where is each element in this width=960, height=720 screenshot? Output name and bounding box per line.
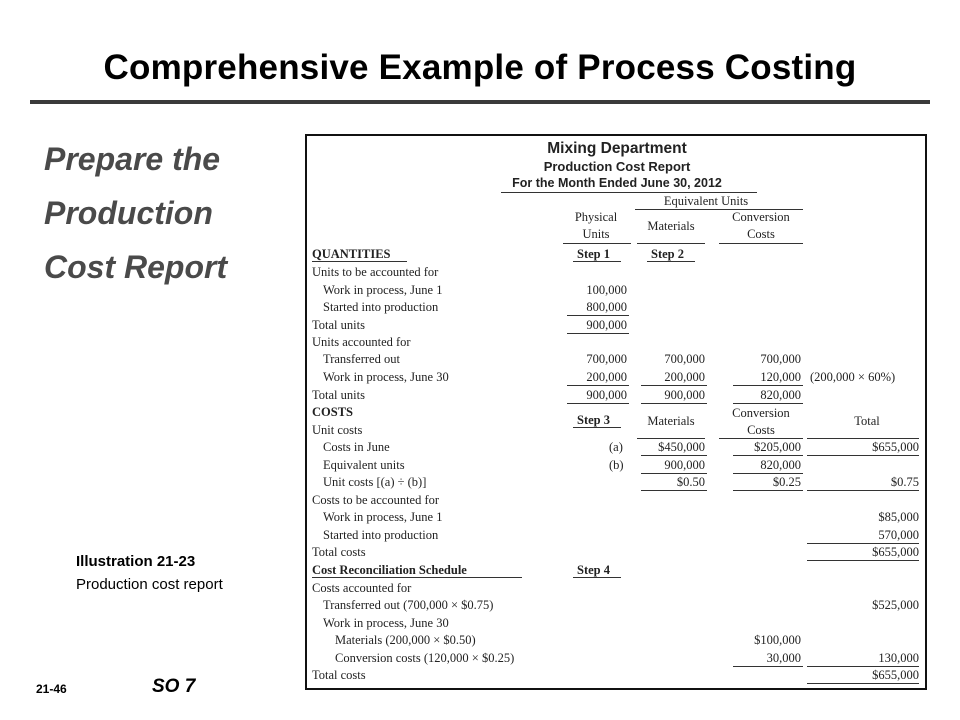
total-units-physical: 900,000 — [586, 318, 627, 332]
report-title: Production Cost Report — [543, 159, 691, 174]
step3-label: Step 3 — [577, 413, 610, 427]
unit-costs-conversion: $0.25 — [772, 475, 801, 489]
report-department: Mixing Department — [547, 140, 687, 157]
wip-june30-conversion: 120,000 — [760, 370, 801, 384]
transferred-physical: 700,000 — [586, 352, 627, 366]
step1-underline — [573, 261, 621, 262]
cij-materials-underline — [641, 455, 707, 456]
col-materials: Materials — [647, 219, 695, 233]
costs-started-underline — [807, 543, 919, 544]
costs-col-conversion-1: Conversion — [732, 406, 790, 420]
heading-line-3: Cost Report — [44, 249, 228, 285]
conversion-underline — [719, 243, 803, 244]
cij-total-underline — [807, 455, 919, 456]
wip-june30-physical: 200,000 — [586, 370, 627, 384]
costs-in-june-materials: $450,000 — [658, 440, 705, 454]
costs-started-total: 570,000 — [878, 528, 919, 542]
step3-underline — [573, 427, 621, 428]
quantities-underline — [312, 261, 407, 262]
unit-costs-total: $0.75 — [890, 475, 919, 489]
costs-heading: COSTS — [312, 405, 353, 419]
unit-costs-heading: Unit costs — [312, 423, 363, 437]
wip-physical-underline — [567, 385, 629, 386]
recon-wip-label: Work in process, June 30 — [323, 616, 449, 630]
recon-conv-total-underline — [807, 666, 919, 667]
slide-number: 21-46 — [36, 682, 67, 696]
total-units-label: Total units — [312, 318, 365, 332]
costs-in-june-conversion: $205,000 — [754, 440, 801, 454]
period-underline — [501, 192, 757, 193]
costs-total-label: Total costs — [312, 545, 366, 559]
reconciliation-underline — [312, 577, 522, 578]
costs-col-total: Total — [854, 414, 880, 428]
report-period: For the Month Ended June 30, 2012 — [512, 176, 722, 190]
uc-conversion-underline — [733, 490, 803, 491]
equivalent-units-materials: 900,000 — [664, 458, 705, 472]
total-units2-label: Total units — [312, 388, 365, 402]
costs-total-value: $655,000 — [872, 545, 919, 559]
wip-june30-materials: 200,000 — [664, 370, 705, 384]
total2-conversion-underline — [733, 403, 803, 404]
col-conversion-2: Costs — [747, 227, 775, 241]
production-cost-report — [305, 134, 927, 690]
transferred-conversion: 700,000 — [760, 352, 801, 366]
equivalent-units-label: Equivalent units — [323, 458, 405, 472]
unit-costs-materials: $0.50 — [676, 475, 705, 489]
wip-june1-label: Work in process, June 1 — [323, 283, 443, 297]
recon-conversion-label: Conversion costs (120,000 × $0.25) — [335, 651, 515, 665]
started-physical: 800,000 — [586, 300, 627, 314]
step2-label: Step 2 — [651, 247, 684, 261]
costs-conversion-hd-underline — [719, 438, 803, 439]
col-physical-1: Physical — [574, 210, 618, 224]
recon-conversion-amount: 30,000 — [766, 651, 801, 665]
physical-underline — [563, 243, 631, 244]
costs-in-june-total: $655,000 — [872, 440, 919, 454]
illustration-caption: Production cost report — [76, 576, 223, 593]
costs-in-june-label: Costs in June — [323, 440, 390, 454]
col-conversion-1: Conversion — [732, 210, 790, 224]
recon-transferred-total: $525,000 — [872, 598, 919, 612]
equivalent-units-ref: (b) — [609, 458, 624, 472]
recon-conversion-total: 130,000 — [878, 651, 919, 665]
slide-title: Comprehensive Example of Process Costing — [103, 48, 857, 87]
recon-total-value: $655,000 — [872, 668, 919, 682]
illustration-number: Illustration 21-23 — [76, 553, 196, 570]
started-label: Started into production — [323, 300, 439, 314]
costs-to-account-label: Costs to be accounted for — [312, 493, 440, 507]
title-rule — [30, 100, 930, 104]
step4-underline — [573, 577, 621, 578]
heading-line-2: Production — [44, 195, 213, 231]
started-underline — [567, 315, 629, 316]
costs-total-underline — [807, 560, 919, 561]
study-objective: SO 7 — [152, 676, 196, 697]
transferred-materials: 700,000 — [664, 352, 705, 366]
wip-materials-underline — [641, 385, 707, 386]
col-physical-2: Units — [582, 227, 610, 241]
wip-june30-note: (200,000 × 60%) — [810, 370, 896, 384]
total-units-underline — [567, 333, 629, 334]
heading-line-1: Prepare the — [44, 141, 221, 177]
costs-col-materials: Materials — [647, 414, 695, 428]
reconciliation-heading: Cost Reconciliation Schedule — [312, 563, 467, 577]
total-units2-conversion: 820,000 — [760, 388, 801, 402]
recon-transferred-label: Transferred out (700,000 × $0.75) — [323, 598, 494, 612]
recon-total-label: Total costs — [312, 668, 366, 682]
transferred-label: Transferred out — [323, 352, 400, 366]
recon-total-underline — [807, 683, 919, 684]
step4-label: Step 4 — [577, 563, 610, 577]
total2-materials-underline — [641, 403, 707, 404]
recon-materials-label: Materials (200,000 × $0.50) — [335, 633, 476, 647]
total2-physical-underline — [567, 403, 629, 404]
wip-june1-physical: 100,000 — [586, 283, 627, 297]
units-accounted-label: Units accounted for — [312, 335, 411, 349]
costs-wip-june1-label: Work in process, June 1 — [323, 510, 443, 524]
equivalent-units-conversion: 820,000 — [760, 458, 801, 472]
costs-total-hd-underline — [807, 438, 919, 439]
unit-costs-label: Unit costs [(a) ÷ (b)] — [323, 475, 427, 489]
step1-label: Step 1 — [577, 247, 610, 261]
recon-materials-amount: $100,000 — [754, 633, 801, 647]
uc-total-underline — [807, 490, 919, 491]
recon-conversion-underline — [733, 666, 803, 667]
step2-underline — [647, 261, 695, 262]
wip-conversion-underline — [733, 385, 803, 386]
costs-wip-june1-total: $85,000 — [878, 510, 919, 524]
units-to-account-label: Units to be accounted for — [312, 265, 439, 279]
total-units2-materials: 900,000 — [664, 388, 705, 402]
eu-materials-underline — [641, 473, 707, 474]
uc-materials-underline — [641, 490, 707, 491]
quantities-heading: QUANTITIES — [312, 247, 391, 261]
costs-in-june-ref: (a) — [609, 440, 623, 454]
wip-june30-label: Work in process, June 30 — [323, 370, 449, 384]
materials-underline — [637, 243, 705, 244]
costs-col-conversion-2: Costs — [747, 423, 775, 437]
equivalent-units-header: Equivalent Units — [663, 194, 749, 208]
costs-accounted-label: Costs accounted for — [312, 581, 412, 595]
costs-materials-hd-underline — [637, 438, 705, 439]
cij-conversion-underline — [733, 455, 803, 456]
costs-started-label: Started into production — [323, 528, 439, 542]
eu-conversion-underline — [733, 473, 803, 474]
total-units2-physical: 900,000 — [586, 388, 627, 402]
